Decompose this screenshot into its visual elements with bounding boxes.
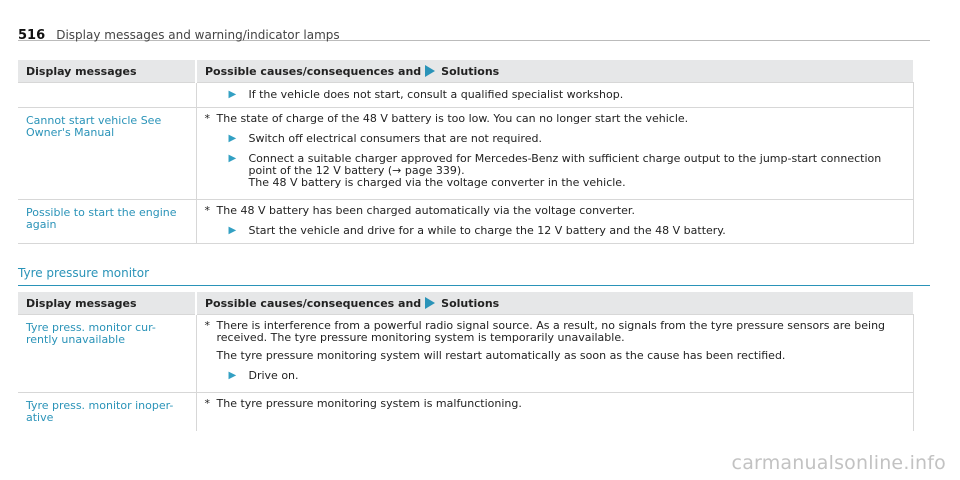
- causes-cell: [196, 315, 913, 393]
- solution-item: [205, 133, 905, 145]
- table-header: [18, 292, 913, 315]
- triangle-right-icon: [425, 297, 435, 309]
- table-row: [18, 315, 913, 393]
- cause-text: There is interference from a powerful radio signal source. As a result, no signals from the tyre pressure sensors are being received. The tyre pressure monitoring system is temporarily unavailable.: [216, 319, 886, 344]
- cause-text: The tyre pressure monitoring system is malfunctioning.: [216, 397, 522, 410]
- bullet-star: *: [204, 204, 210, 217]
- display-message: Tyre press. monitor cur-rently unavailable: [26, 321, 156, 346]
- table-row: [18, 393, 913, 431]
- solution-text: Drive on.: [248, 369, 299, 382]
- col-header-display-messages: Display messages: [18, 292, 196, 315]
- display-message: Tyre press. monitor inoper-ative: [26, 399, 174, 424]
- page-number: 516: [18, 28, 46, 43]
- solution-note: The 48 V battery is charged via the voltage converter in the vehicle.: [248, 176, 626, 189]
- solution-text: Start the vehicle and drive for a while to charge the 12 V battery and the 48 V battery.: [248, 224, 726, 237]
- bullet-star: *: [204, 112, 210, 125]
- watermark-text: carmanualsonline.info: [731, 452, 946, 474]
- triangle-right-icon: ▶: [228, 89, 237, 100]
- message-cell: [18, 83, 196, 108]
- solution-text: If the vehicle does not start, consult a qualified specialist workshop.: [248, 88, 624, 101]
- header-title: Display messages and warning/indicator lamps: [56, 28, 340, 42]
- causes-cell: [196, 83, 913, 108]
- col-header-causes-label: Possible causes/consequences and: [205, 64, 422, 78]
- solution-item: [205, 370, 905, 382]
- cause-bullet: [205, 398, 905, 410]
- triangle-right-icon: [425, 65, 435, 77]
- triangle-right-icon: ▶: [228, 153, 237, 164]
- section-title: Tyre pressure monitor: [18, 266, 930, 286]
- table-row: [18, 108, 913, 200]
- cause-text: The state of charge of the 48 V battery is too low. You can no longer start the vehicle.: [216, 112, 689, 125]
- cause-bullet: [205, 320, 905, 344]
- display-message: Cannot start vehicle See Owner's Manual: [26, 114, 162, 139]
- message-cell: [18, 108, 196, 200]
- solution-item: [205, 153, 905, 189]
- col-header-causes: [196, 60, 913, 83]
- message-cell: [18, 393, 196, 431]
- col-header-solutions-label: Solutions: [441, 296, 500, 310]
- solution-item: [205, 89, 905, 101]
- cause-paragraph: The tyre pressure monitoring system will restart automatically as soon as the cause has been rectified.: [216, 349, 786, 362]
- bullet-star: *: [204, 397, 210, 410]
- message-cell: [18, 315, 196, 393]
- table-tyre-pressure-messages: [18, 292, 914, 431]
- table-battery-messages: [18, 60, 914, 244]
- cause-bullet: [205, 205, 905, 217]
- table-row: [18, 200, 913, 244]
- bullet-star: *: [204, 319, 210, 332]
- causes-cell: [196, 393, 913, 431]
- triangle-right-icon: ▶: [228, 225, 237, 236]
- triangle-right-icon: ▶: [228, 370, 237, 381]
- page-header: [18, 24, 930, 41]
- col-header-causes: [196, 292, 913, 315]
- col-header-solutions-label: Solutions: [441, 64, 500, 78]
- col-header-display-messages: Display messages: [18, 60, 196, 83]
- table-row: [18, 83, 913, 108]
- cause-bullet: [205, 113, 905, 125]
- causes-cell: [196, 200, 913, 244]
- message-cell: [18, 200, 196, 244]
- solution-item: [205, 225, 905, 237]
- col-header-causes-label: Possible causes/consequences and: [205, 296, 422, 310]
- solution-text: Switch off electrical consumers that are not required.: [248, 132, 542, 145]
- table-header: [18, 60, 913, 83]
- causes-cell: [196, 108, 913, 200]
- display-message: Possible to start the engine again: [26, 206, 177, 231]
- cause-text: The 48 V battery has been charged automatically via the voltage converter.: [216, 204, 635, 217]
- solution-text: Connect a suitable charger approved for Mercedes-Benz with sufficient charge output to the jump-start connection point of the 12 V battery (→ page 339).: [248, 152, 882, 177]
- triangle-right-icon: ▶: [228, 133, 237, 144]
